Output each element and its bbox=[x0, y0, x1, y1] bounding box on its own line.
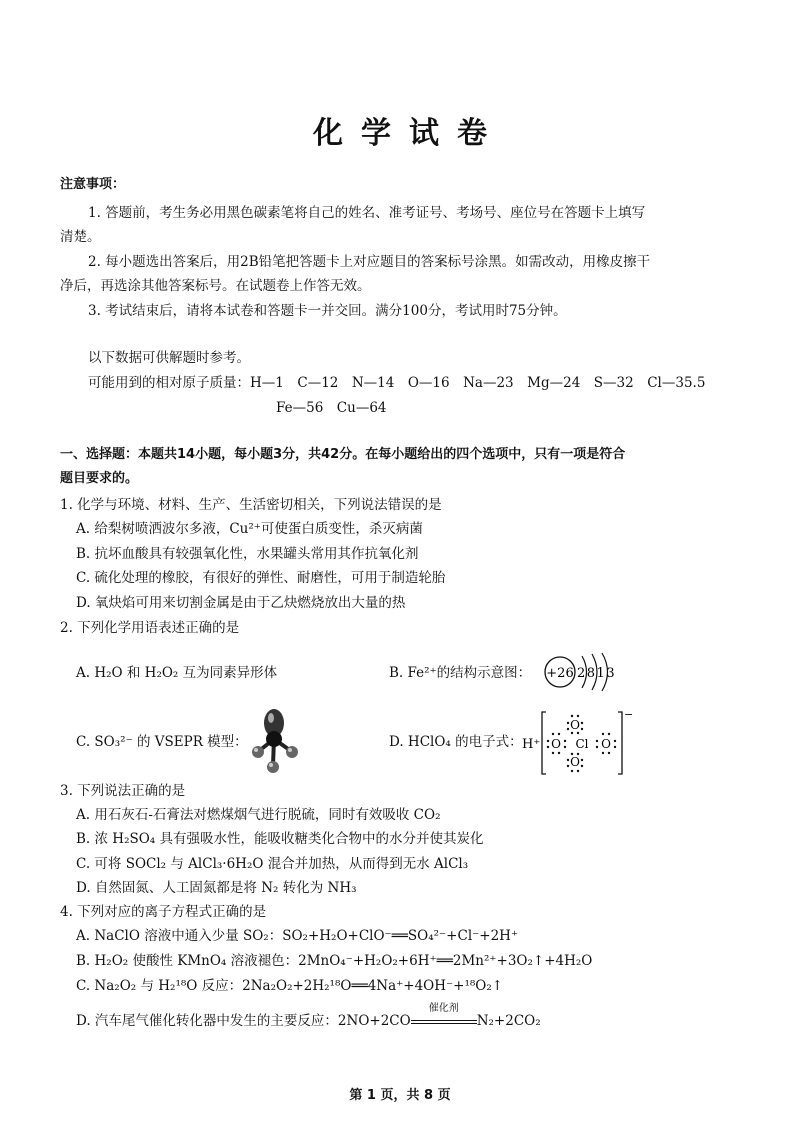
notice-item-2: 2. 每小题选出答案后，用2B铅笔把答题卡上对应题目的答案标号涂黑。如需改动，用橡皮擦干 bbox=[88, 254, 651, 270]
question-4-option-a: A. NaClO 溶液中通入少量 SO₂：SO₂+H₂O+ClO⁻══SO₄²⁻+Cl⁻+2H⁺ bbox=[76, 928, 519, 944]
question-3-option-c: C. 可将 SOCl₂ 与 AlCl₃·6H₂O 混合并加热，从而得到无水 AlCl₃ bbox=[76, 856, 469, 872]
question-1-option-c: C. 硫化处理的橡胶，有很好的弹性、耐磨性，可用于制造轮胎 bbox=[76, 570, 446, 586]
page-footer: 第 1 页，共 8 页 bbox=[349, 1088, 451, 1103]
question-3-option-a: A. 用石灰石-石膏法对燃煤烟气进行脱硫，同时有效吸收 CO₂ bbox=[76, 807, 441, 823]
question-2-stem: 2. 下列化学用语表述正确的是 bbox=[60, 620, 240, 636]
oxygen-left: O bbox=[551, 737, 561, 751]
atomic-masses-cont: Fe—56 Cu—64 bbox=[276, 400, 387, 416]
ligand-atom bbox=[286, 746, 298, 758]
ligand-atom bbox=[252, 746, 264, 758]
catalyst-arrow bbox=[411, 1003, 477, 1024]
question-4-option-b: B. H₂O₂ 使酸性 KMnO₄ 溶液褪色：2MnO₄⁻+H₂O₂+6H⁺══2Mn²⁺+3O₂↑+4H₂O bbox=[76, 953, 593, 969]
hclo4-electron-formula bbox=[522, 704, 632, 784]
question-4-option-d-right: N₂+2CO₂ bbox=[476, 1013, 541, 1029]
vsepr-model-figure bbox=[246, 705, 310, 777]
page-title: 化学试卷 bbox=[313, 116, 505, 151]
notice-item-3: 3. 考试结束后，请将本试卷和答题卡一并交回。满分100分，考试用时75分钟。 bbox=[88, 303, 567, 319]
central-atom bbox=[266, 731, 282, 747]
catalyst-label: 催化剂 bbox=[428, 1003, 459, 1014]
question-4-stem: 4. 下列对应的离子方程式正确的是 bbox=[60, 904, 267, 920]
oxygen-right: O bbox=[601, 737, 611, 751]
question-3-option-d: D. 自然固氮、人工固氮都是将 N₂ 转化为 NH₃ bbox=[76, 880, 357, 896]
notice-item-1-cont: 清楚。 bbox=[60, 229, 101, 245]
reference-intro: 以下数据可供解题时参考。 bbox=[88, 350, 250, 366]
chlorine-center: Cl bbox=[575, 737, 589, 751]
question-3-option-b: B. 浓 H₂SO₄ 具有强吸水性，能吸收糖类化合物中的水分并使其炭化 bbox=[76, 831, 484, 847]
question-2-option-c: C. SO₃²⁻ 的 VSEPR 模型： bbox=[76, 734, 248, 750]
shell-electron-counts: 2813 bbox=[577, 666, 617, 681]
oxygen-bottom: O bbox=[570, 755, 580, 769]
nucleus-charge: +26 bbox=[546, 666, 574, 681]
question-1-option-d: D. 氧炔焰可用来切割金属是由于乙炔燃烧放出大量的热 bbox=[76, 595, 406, 611]
question-4-option-d bbox=[76, 1003, 541, 1030]
section-heading: 一、选择题：本题共14小题，每小题3分，共42分。在每小题给出的四个选项中，只有一项是符合 bbox=[60, 447, 626, 462]
notice-heading: 注意事项： bbox=[60, 177, 126, 192]
equals-double-line bbox=[411, 1020, 477, 1024]
ligand-atom bbox=[267, 761, 279, 773]
question-2-option-d: D. HClO₄ 的电子式： bbox=[389, 734, 523, 750]
notice-item-2-cont: 净后，再选涂其他答案标号。在试题卷上作答无效。 bbox=[60, 278, 371, 294]
question-4-option-c: C. Na₂O₂ 与 H₂¹⁸O 反应：2Na₂O₂+2H₂¹⁸O══4Na⁺+4OH⁻+¹⁸O₂↑ bbox=[76, 978, 504, 994]
question-2-option-b: B. Fe²⁺的结构示意图： bbox=[389, 665, 532, 681]
hydrogen-ion: H⁺ bbox=[522, 737, 541, 752]
question-1-stem: 1. 化学与环境、材料、生产、生活密切相关，下列说法错误的是 bbox=[60, 497, 442, 513]
fe-ion-structure-diagram bbox=[542, 652, 632, 692]
question-2-option-a: A. H₂O 和 H₂O₂ 互为同素异形体 bbox=[76, 665, 278, 681]
oxygen-top: O bbox=[570, 718, 580, 732]
question-3-stem: 3. 下列说法正确的是 bbox=[60, 783, 186, 799]
question-1-option-b: B. 抗坏血酸具有较强氧化性，水果罐头常用其作抗氧化剂 bbox=[76, 546, 419, 562]
question-1-option-a: A. 给梨树喷洒波尔多液，Cu²⁺可使蛋白质变性，杀灭病菌 bbox=[76, 521, 423, 537]
section-heading-cont: 题目要求的。 bbox=[60, 471, 139, 486]
atomic-masses: 可能用到的相对原子质量：H—1 C—12 N—14 O—16 Na—23 Mg—24 S—32 Cl—35.5 bbox=[88, 375, 706, 391]
question-4-option-d-left: D. 汽车尾气催化转化器中发生的主要反应：2NO+2CO bbox=[76, 1013, 411, 1029]
charge-sign: − bbox=[624, 708, 634, 721]
notice-item-1: 1. 答题前，考生务必用黑色碳素笔将自己的姓名、准考证号、考场号、座位号在答题卡上填写 bbox=[88, 205, 646, 221]
